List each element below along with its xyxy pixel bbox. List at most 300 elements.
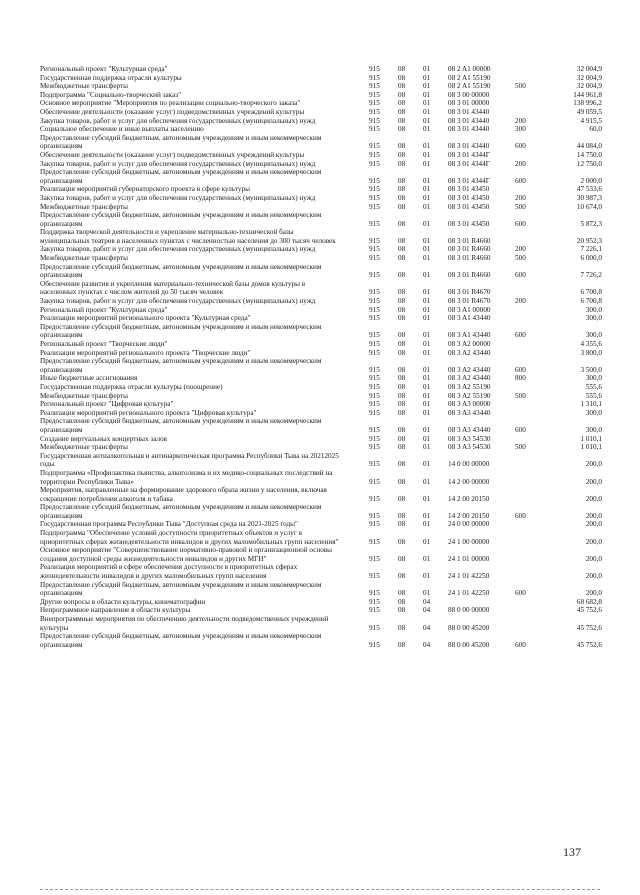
row-amount: 300,0	[585, 425, 602, 434]
row-amount: 12 750,0	[576, 159, 602, 168]
row-department-code: 915	[369, 288, 380, 297]
row-department-code: 915	[369, 176, 380, 185]
table-row	[40, 314, 602, 323]
row-section-code: 08	[398, 245, 406, 254]
row-subsection-code: 01	[423, 477, 431, 486]
row-expense-type-code: 600	[515, 219, 526, 228]
row-section-code: 08	[398, 374, 406, 383]
row-amount: 2 000,0	[580, 176, 602, 185]
row-expense-type-code: 500	[515, 254, 526, 263]
row-amount: 300,0	[585, 408, 602, 417]
row-department-code: 915	[369, 537, 380, 546]
row-amount: 200,0	[585, 520, 602, 529]
row-amount: 6 700,8	[580, 297, 602, 306]
row-department-code: 915	[369, 374, 380, 383]
row-section-code: 08	[398, 236, 406, 245]
row-department-code: 915	[369, 623, 380, 632]
row-department-code: 915	[369, 82, 380, 91]
row-section-code: 08	[398, 82, 406, 91]
row-amount: 3 800,0	[580, 348, 602, 357]
row-subsection-code: 01	[423, 305, 431, 314]
row-section-code: 08	[398, 305, 406, 314]
row-subsection-code: 04	[423, 623, 431, 632]
table-row	[40, 349, 602, 358]
row-subsection-code: 01	[423, 382, 431, 391]
row-target-article-code: 08 3 01 4344Г	[448, 176, 490, 185]
page-number: 137	[563, 845, 581, 859]
table-row	[40, 563, 602, 580]
row-subsection-code: 01	[423, 185, 431, 194]
row-name: Предоставление субсидий бюджетным, автономным учреждениям и иным некоммерческим организациям	[40, 417, 322, 434]
row-name: Государственная поддержка отрасли культуры	[40, 73, 182, 82]
row-subsection-code: 01	[423, 314, 431, 323]
row-target-article-code: 88 0 00 00000	[448, 606, 490, 615]
row-subsection-code: 01	[423, 408, 431, 417]
row-subsection-code: 01	[423, 271, 431, 280]
row-department-code: 915	[369, 254, 380, 263]
row-subsection-code: 01	[423, 176, 431, 185]
row-subsection-code: 01	[423, 434, 431, 443]
row-section-code: 08	[398, 107, 406, 116]
table-row	[40, 374, 602, 383]
row-subsection-code: 01	[423, 400, 431, 409]
row-target-article-code: 08 3 01 43450	[448, 202, 490, 211]
row-amount: 200,0	[585, 554, 602, 563]
row-subsection-code: 04	[423, 606, 431, 615]
row-name: Государственная поддержка отрасли культуры (поощрение)	[40, 382, 223, 391]
row-subsection-code: 01	[423, 494, 431, 503]
row-target-article-code: 88 0 00 45200	[448, 623, 490, 632]
row-subsection-code: 04	[423, 640, 431, 649]
row-department-code: 915	[369, 520, 380, 529]
table-row	[40, 598, 602, 607]
row-target-article-code: 08 3 01 43440	[448, 142, 490, 151]
table-row	[40, 245, 602, 254]
row-amount: 6 000,0	[580, 254, 602, 263]
row-amount: 68 682,8	[576, 597, 602, 606]
row-amount: 47 533,6	[576, 185, 602, 194]
table-row	[40, 168, 602, 185]
row-section-code: 08	[398, 511, 406, 520]
row-subsection-code: 01	[423, 443, 431, 452]
table-row	[40, 452, 602, 469]
table-row	[40, 108, 602, 117]
row-subsection-code: 01	[423, 297, 431, 306]
row-name: Предоставление субсидий бюджетным, автономным учреждениям и иным некоммерческим организациям	[40, 211, 322, 228]
row-name: Предоставление субсидий бюджетным, автономным учреждениям и иным некоммерческим организациям	[40, 133, 322, 151]
row-subsection-code: 01	[423, 236, 431, 245]
row-target-article-code: 08 3 A2 43440	[448, 365, 491, 374]
row-amount: 555,6	[585, 391, 602, 400]
row-section-code: 08	[398, 125, 406, 134]
row-target-article-code: 08 3 A3 00000	[448, 400, 491, 409]
row-expense-type-code: 500	[515, 443, 526, 452]
row-subsection-code: 01	[423, 520, 431, 529]
row-section-code: 08	[398, 408, 406, 417]
row-target-article-code: 14 2 00 00000	[448, 477, 490, 486]
row-target-article-code: 08 3 A3 54530	[448, 443, 491, 452]
table-row	[40, 65, 602, 74]
row-department-code: 915	[369, 271, 380, 280]
row-department-code: 915	[369, 460, 380, 469]
row-subsection-code: 01	[423, 340, 431, 348]
row-name: Межбюджетные трансферты	[40, 443, 128, 452]
row-department-code: 915	[369, 597, 380, 606]
row-name: Предоставление субсидий бюджетным, автономным учреждениям и иным некоммерческим организациям	[40, 503, 322, 520]
row-target-article-code: 08 3 A3 43440	[448, 425, 491, 434]
row-section-code: 08	[398, 219, 406, 228]
row-department-code: 915	[369, 159, 380, 168]
row-target-article-code: 24 0 00 00000	[448, 520, 490, 529]
row-target-article-code: 08 2 A1 55190	[448, 82, 491, 91]
row-subsection-code: 04	[423, 597, 431, 606]
row-section-code: 08	[398, 460, 406, 469]
row-amount: 45 752,6	[576, 640, 602, 649]
row-section-code: 08	[398, 116, 406, 125]
row-subsection-code: 01	[423, 537, 431, 546]
row-target-article-code: 08 3 01 R4670	[448, 297, 491, 306]
row-name: Поддержка творческой деятельности и укрепление материально-технической базы муниципальных театров в населенных пунктах с численностью населения до 300 тысяч человек	[40, 228, 336, 245]
row-amount: 7 726,2	[580, 271, 602, 280]
row-target-article-code: 08 3 A1 43440	[448, 314, 491, 323]
row-subsection-code: 01	[423, 73, 431, 82]
row-department-code: 915	[369, 348, 380, 357]
row-subsection-code: 01	[423, 150, 431, 159]
row-department-code: 915	[369, 99, 380, 108]
row-department-code: 915	[369, 125, 380, 134]
row-amount: 5 872,3	[580, 219, 602, 228]
row-subsection-code: 01	[423, 589, 431, 598]
row-target-article-code: 24 1 01 42250	[448, 572, 490, 581]
row-target-article-code: 08 3 01 4344Г	[448, 150, 490, 159]
table-row	[40, 228, 602, 245]
table-row	[40, 254, 602, 263]
row-target-article-code: 88 0 00 45200	[448, 640, 490, 649]
row-name: Предоставление субсидий бюджетным, автономным учреждениям и иным некоммерческим организациям	[40, 357, 322, 374]
row-target-article-code: 24 1 01 00000	[448, 554, 490, 563]
row-target-article-code: 08 3 A2 55190	[448, 382, 491, 391]
row-name: Государственная антиалкогольная и антинаркотическая программа Республики Тыва на 20212025 годы	[40, 451, 339, 469]
row-amount: 4 915,5	[580, 116, 602, 125]
row-section-code: 08	[398, 606, 406, 615]
row-name: Предоставление субсидий бюджетным, автономным учреждениям и иным некоммерческим организациям	[40, 168, 322, 185]
row-subsection-code: 01	[423, 331, 431, 340]
row-amount: 32 004,9	[576, 73, 602, 82]
row-amount: 14 750,0	[576, 150, 602, 159]
row-amount: 138 996,2	[573, 99, 602, 108]
row-department-code: 915	[369, 640, 380, 649]
row-department-code: 915	[369, 116, 380, 125]
table-row	[40, 400, 602, 409]
row-section-code: 08	[398, 193, 406, 202]
row-department-code: 915	[369, 193, 380, 202]
row-target-article-code: 14 0 00 00000	[448, 460, 490, 469]
row-section-code: 08	[398, 520, 406, 529]
row-section-code: 08	[398, 434, 406, 443]
row-amount: 1 310,1	[580, 400, 602, 409]
row-name: Предоставление субсидий бюджетным, автономным учреждениям и иным некоммерческим организациям	[40, 262, 322, 280]
row-subsection-code: 01	[423, 202, 431, 211]
row-subsection-code: 01	[423, 572, 431, 581]
row-amount: 200,0	[585, 537, 602, 546]
row-target-article-code: 24 1 00 00000	[448, 537, 490, 546]
table-row	[40, 409, 602, 418]
row-target-article-code: 08 3 A1 00000	[448, 305, 491, 314]
row-department-code: 915	[369, 219, 380, 228]
table-row	[40, 306, 602, 315]
row-expense-type-code: 300	[515, 125, 526, 134]
row-target-article-code: 08 3 01 00000	[448, 99, 490, 108]
row-department-code: 915	[369, 245, 380, 254]
row-department-code: 915	[369, 443, 380, 452]
row-section-code: 08	[398, 340, 406, 348]
row-section-code: 08	[398, 589, 406, 598]
row-target-article-code: 24 1 01 42250	[448, 589, 490, 598]
row-name: Обеспечение деятельности (оказание услуг) подведомственных учреждений культуры	[40, 150, 305, 159]
row-subsection-code: 01	[423, 374, 431, 383]
table-row	[40, 469, 602, 486]
row-target-article-code: 08 2 A1 55190	[448, 73, 491, 82]
row-section-code: 08	[398, 400, 406, 409]
row-target-article-code: 08 3 01 43440	[448, 125, 490, 134]
row-subsection-code: 01	[423, 554, 431, 563]
row-section-code: 08	[398, 254, 406, 263]
row-name: Реализация мероприятий губернаторского проекта в сфере культуры	[40, 185, 250, 194]
row-subsection-code: 01	[423, 219, 431, 228]
row-subsection-code: 01	[423, 425, 431, 434]
row-section-code: 08	[398, 73, 406, 82]
table-row	[40, 82, 602, 91]
table-row	[40, 134, 602, 151]
row-target-article-code: 08 3 01 43440	[448, 107, 490, 116]
row-subsection-code: 01	[423, 460, 431, 469]
table-row	[40, 160, 602, 169]
row-section-code: 08	[398, 382, 406, 391]
row-name: Реализация мероприятий в сфере обеспечения доступности в приоритетных сферах жизнедеятельности инвалидов и других маломобильных групп населения	[40, 563, 298, 581]
row-amount: 6 700,8	[580, 288, 602, 297]
row-section-code: 08	[398, 425, 406, 434]
row-name: Обеспечение развития и укрепления материально-технической базы домов культуры в населенных пунктах с числом жителей до 50 тысяч человек	[40, 279, 306, 297]
row-subsection-code: 01	[423, 511, 431, 520]
row-name: Региональный проект "Цифровая культура"	[40, 400, 174, 409]
row-section-code: 08	[398, 597, 406, 606]
row-target-article-code: 08 3 01 R4670	[448, 288, 491, 297]
table-row	[40, 529, 602, 546]
row-target-article-code: 08 3 A2 43440	[448, 348, 491, 357]
row-amount: 200,0	[585, 494, 602, 503]
row-section-code: 08	[398, 288, 406, 297]
table-row	[40, 417, 602, 434]
row-subsection-code: 01	[423, 348, 431, 357]
table-row	[40, 117, 602, 126]
row-section-code: 08	[398, 90, 406, 99]
row-expense-type-code: 600	[515, 425, 526, 434]
row-section-code: 08	[398, 176, 406, 185]
row-amount: 300,0	[585, 305, 602, 314]
row-name: Предоставление субсидий бюджетным, автономным учреждениям и иным некоммерческим организациям	[40, 322, 322, 340]
row-target-article-code: 08 3 01 43440	[448, 116, 490, 125]
table-row	[40, 323, 602, 340]
row-name: Основное мероприятие "Мероприятия по реализации социально-творческого заказа"	[40, 99, 301, 108]
row-amount: 1 010,1	[580, 434, 602, 443]
row-name: Закупка товаров, работ и услуг для обеспечения государственных (муниципальных) нужд	[40, 245, 316, 254]
row-department-code: 915	[369, 314, 380, 323]
row-section-code: 08	[398, 159, 406, 168]
row-department-code: 915	[369, 297, 380, 306]
row-section-code: 08	[398, 202, 406, 211]
row-expense-type-code: 600	[515, 176, 526, 185]
row-amount: 555,6	[585, 382, 602, 391]
row-department-code: 915	[369, 107, 380, 116]
row-name: Межбюджетные трансферты	[40, 202, 128, 211]
row-department-code: 915	[369, 511, 380, 520]
table-row	[40, 435, 602, 444]
row-subsection-code: 01	[423, 65, 431, 73]
table-row	[40, 357, 602, 374]
row-expense-type-code: 500	[515, 391, 526, 400]
row-expense-type-code: 600	[515, 331, 526, 340]
row-amount: 300,0	[585, 314, 602, 323]
row-amount: 32 004,9	[576, 82, 602, 91]
row-department-code: 915	[369, 391, 380, 400]
row-section-code: 08	[398, 391, 406, 400]
table-row	[40, 606, 602, 615]
row-name: Социальное обеспечение и иные выплаты населению	[40, 125, 204, 134]
table-row	[40, 74, 602, 83]
row-name: Внепрограммные мероприятия по обеспечению деятельности подведомственных учреждений культуры	[40, 615, 329, 632]
row-section-code: 08	[398, 554, 406, 563]
row-amount: 60,0	[589, 125, 602, 134]
row-name: Региональный проект "Культурная среда"	[40, 305, 168, 314]
row-expense-type-code: 600	[515, 589, 526, 598]
row-department-code: 915	[369, 477, 380, 486]
row-section-code: 08	[398, 331, 406, 340]
row-name: Реализация мероприятий регионального проекта "Культурная среда"	[40, 314, 251, 323]
row-expense-type-code: 600	[515, 365, 526, 374]
row-department-code: 915	[369, 382, 380, 391]
row-subsection-code: 01	[423, 391, 431, 400]
row-amount: 3 500,0	[580, 365, 602, 374]
row-name: Региональный проект "Культурная среда"	[40, 65, 168, 73]
row-department-code: 915	[369, 554, 380, 563]
row-section-code: 08	[398, 142, 406, 151]
row-expense-type-code: 200	[515, 297, 526, 306]
row-department-code: 915	[369, 494, 380, 503]
row-amount: 20 952,3	[576, 236, 602, 245]
row-expense-type-code: 800	[515, 374, 526, 383]
row-name: Государственная программа Республики Тыва "Доступная среда на 2021-2025 годы"	[40, 520, 298, 529]
row-name: Закупка товаров, работ и услуг для обеспечения государственных (муниципальных) нужд	[40, 116, 316, 125]
table-row	[40, 443, 602, 452]
row-expense-type-code: 200	[515, 245, 526, 254]
row-expense-type-code: 500	[515, 202, 526, 211]
row-target-article-code: 14 2 00 20150	[448, 511, 490, 520]
table-row	[40, 503, 602, 520]
table-row	[40, 340, 602, 349]
row-subsection-code: 01	[423, 288, 431, 297]
row-section-code: 08	[398, 150, 406, 159]
row-expense-type-code: 600	[515, 640, 526, 649]
row-name: Региональный проект "Творческие люди"	[40, 340, 168, 348]
row-amount: 44 084,0	[576, 142, 602, 151]
row-target-article-code: 08 2 A1 00000	[448, 65, 491, 73]
row-name: Непрограммное направление в области культуры	[40, 606, 191, 615]
row-department-code: 915	[369, 331, 380, 340]
row-expense-type-code: 600	[515, 511, 526, 520]
row-section-code: 08	[398, 348, 406, 357]
row-section-code: 08	[398, 314, 406, 323]
row-expense-type-code: 200	[515, 116, 526, 125]
row-amount: 300,0	[585, 331, 602, 340]
row-subsection-code: 01	[423, 365, 431, 374]
row-section-code: 08	[398, 99, 406, 108]
table-row	[40, 211, 602, 228]
row-department-code: 915	[369, 340, 380, 348]
row-subsection-code: 01	[423, 107, 431, 116]
row-name: Иные бюджетные ассигнования	[40, 374, 138, 383]
row-subsection-code: 01	[423, 254, 431, 263]
row-department-code: 915	[369, 365, 380, 374]
row-name: Подпрограмма "Обеспечение условий доступности приоритетных объектов и услуг в приоритетных сферах жизнедеятельности инвалидов и других маломобильных групп населения"	[40, 529, 339, 546]
row-name: Предоставление субсидий бюджетным, автономным учреждениям и иным некоммерческим организациям	[40, 632, 322, 649]
row-amount: 30 987,3	[576, 193, 602, 202]
row-name: Закупка товаров, работ и услуг для обеспечения государственных (муниципальных) нужд	[40, 193, 316, 202]
table-row	[40, 383, 602, 392]
row-name: Создание виртуальных концертных залов	[40, 434, 168, 443]
row-amount: 200,0	[585, 572, 602, 581]
row-department-code: 915	[369, 305, 380, 314]
row-name: Закупка товаров, работ и услуг для обеспечения государственных (муниципальных) нужд	[40, 297, 316, 306]
row-department-code: 915	[369, 572, 380, 581]
row-department-code: 915	[369, 90, 380, 99]
row-target-article-code: 08 3 A3 54530	[448, 434, 491, 443]
row-department-code: 915	[369, 606, 380, 615]
row-section-code: 08	[398, 443, 406, 452]
table-row	[40, 520, 602, 529]
row-target-article-code: 08 3 00 00000	[448, 90, 490, 99]
row-name: Подпрограмма «Профилактика пьянства, алкоголизма и их медико-социальных последствий на территории Республики Тыва»	[40, 468, 333, 486]
table-row	[40, 546, 602, 563]
row-subsection-code: 01	[423, 245, 431, 254]
row-department-code: 915	[369, 142, 380, 151]
table-row	[40, 99, 602, 108]
row-section-code: 08	[398, 572, 406, 581]
row-target-article-code: 08 3 A3 43440	[448, 408, 491, 417]
row-target-article-code: 08 3 01 R4660	[448, 245, 491, 254]
row-amount: 144 961,8	[573, 90, 602, 99]
row-subsection-code: 01	[423, 82, 431, 91]
row-name: Основное мероприятие "Совершенствование нормативно-правовой и организационной основы создания доступной среды жизнедеятельности инвалидов и других МГН"	[40, 546, 333, 563]
row-department-code: 915	[369, 408, 380, 417]
table-row	[40, 615, 602, 632]
row-name: Обеспечение деятельности (оказание услуг) подведомственных учреждений культуры	[40, 107, 305, 116]
row-target-article-code: 08 3 01 43450	[448, 185, 490, 194]
row-target-article-code: 08 3 01 43450	[448, 219, 490, 228]
row-amount: 49 059,5	[576, 107, 602, 116]
row-department-code: 915	[369, 434, 380, 443]
row-target-article-code: 08 3 01 43450	[448, 193, 490, 202]
row-department-code: 915	[369, 589, 380, 598]
row-section-code: 08	[398, 185, 406, 194]
table-row	[40, 194, 602, 203]
row-amount: 200,0	[585, 460, 602, 469]
row-amount: 7 226,1	[580, 245, 602, 254]
row-amount: 200,0	[585, 477, 602, 486]
table-row	[40, 280, 602, 297]
row-expense-type-code: 600	[515, 142, 526, 151]
table-row	[40, 185, 602, 194]
row-amount: 4 355,6	[580, 340, 602, 348]
